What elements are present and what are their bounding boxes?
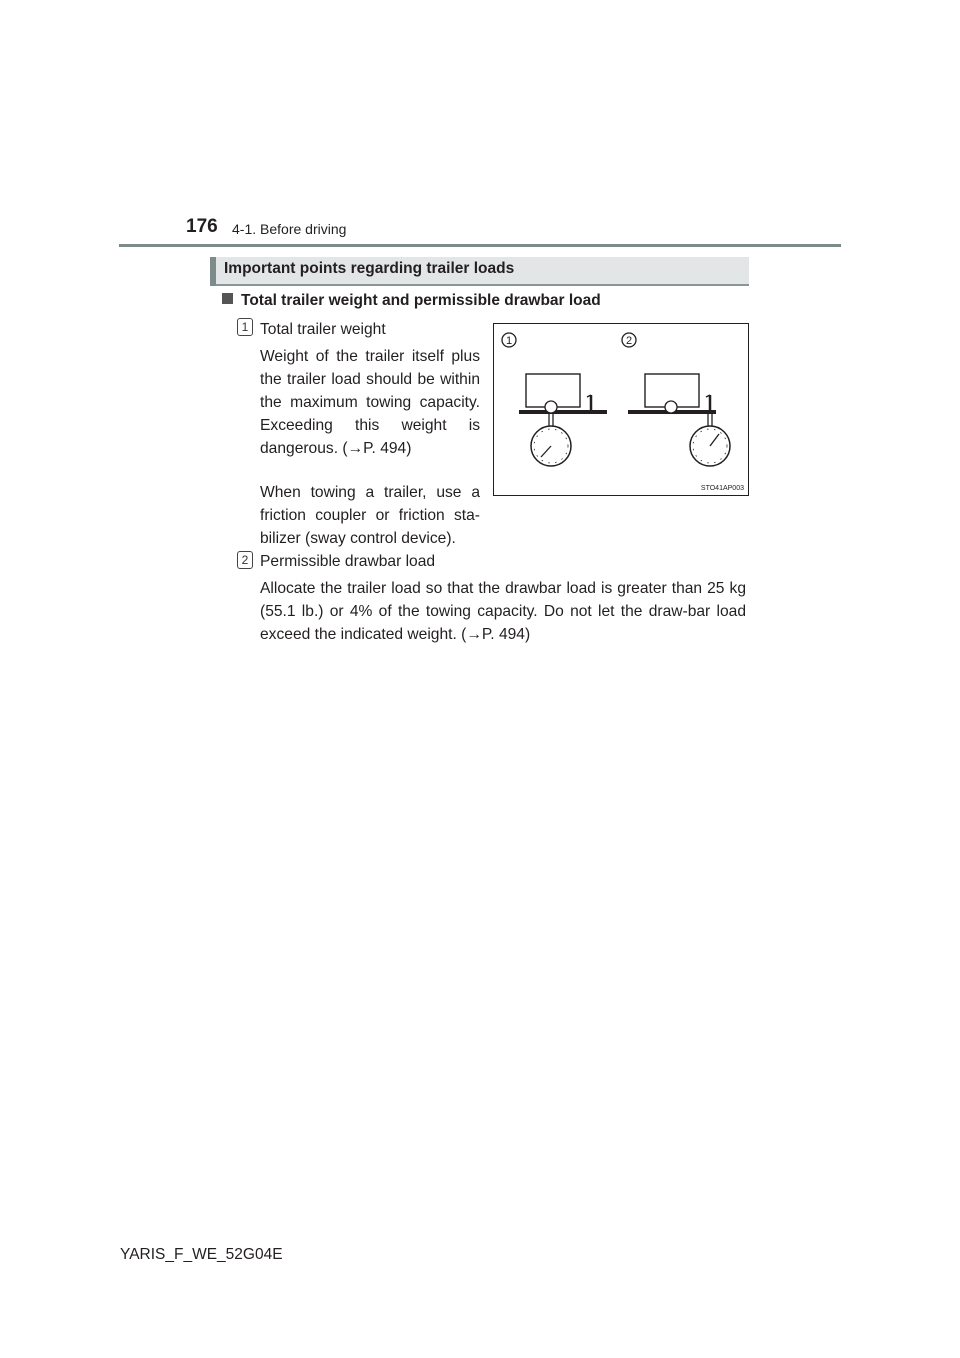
trailer-right-icon bbox=[628, 374, 716, 426]
callout-1-label: 1 bbox=[505, 335, 513, 347]
paragraph-friction-coupler: When towing a trailer, use a friction coupler or friction sta-bilizer (sway control device). bbox=[260, 484, 480, 547]
item-number-badge-2: 2 bbox=[237, 551, 253, 569]
paragraph-trailer-weight: Weight of the trailer itself plus the trailer load should be within the maximum towing capacity. Exceeding this weight is dangerous. (→P. 494) bbox=[260, 348, 480, 457]
item-title-total-trailer-weight: Total trailer weight bbox=[260, 321, 386, 338]
figure-code: STO41AP003 bbox=[700, 485, 744, 492]
scale-gauge-left-icon bbox=[531, 426, 571, 466]
item-number-badge-1: 1 bbox=[237, 318, 253, 336]
page-number: 176 bbox=[186, 216, 218, 237]
subheading bbox=[222, 292, 601, 310]
section-heading-accent bbox=[210, 257, 216, 286]
trailer-scale-illustration bbox=[493, 323, 749, 496]
section-label: 4-1. Before driving bbox=[232, 221, 347, 237]
paragraph-drawbar-load: Allocate the trailer load so that the drawbar load is greater than 25 kg (55.1 lb.) or 4% of the towing capacity. Do not let the draw-bar load exceed the indicated weight. (→P. 494) bbox=[260, 580, 746, 643]
header-rule bbox=[119, 244, 841, 247]
footer-doc-code: YARIS_F_WE_52G04E bbox=[120, 1246, 283, 1263]
scale-gauge-right-icon bbox=[690, 426, 730, 466]
section-heading: Important points regarding trailer loads bbox=[224, 260, 515, 277]
trailer-left-icon bbox=[519, 374, 607, 426]
trailer-scale-svg bbox=[494, 324, 748, 495]
item-title-drawbar-load: Permissible drawbar load bbox=[260, 553, 436, 570]
subheading-text: Total trailer weight and permissible drawbar load bbox=[241, 292, 601, 309]
square-bullet-icon bbox=[222, 293, 233, 304]
callout-2-label: 2 bbox=[625, 335, 633, 347]
